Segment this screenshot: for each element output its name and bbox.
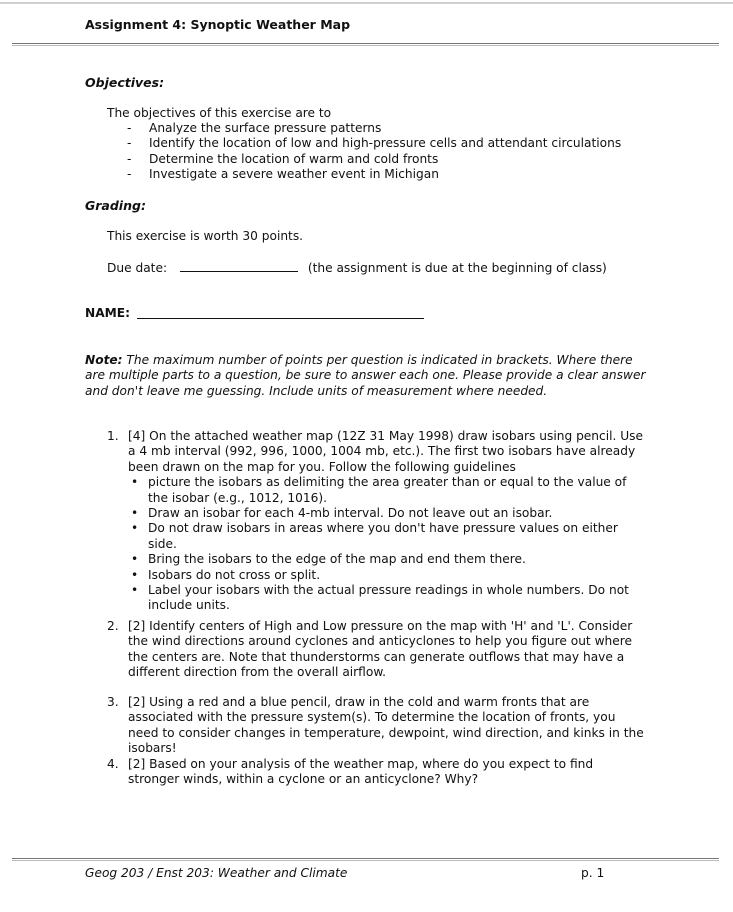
page-number: p. 1 (581, 866, 605, 880)
objectives-list (127, 121, 621, 183)
grading-worth: This exercise is worth 30 points. (107, 229, 304, 243)
due-date-label: Due date: (107, 261, 168, 275)
question-3 (107, 695, 647, 757)
objective-item: - Identify the location of low and high-pressure cells and attendant circulations (127, 136, 622, 151)
footer-rule (12, 858, 719, 861)
question-number: 2. (107, 619, 119, 633)
question-text: [2] Based on your analysis of the weather map, where do you expect to find stronger winds, within a cyclone or an anticyclone? Why? (128, 757, 594, 787)
question-text: [2] Identify centers of High and Low pressure on the map with 'H' and 'L'. Consider the wind directions around cyclones and anticyclones to help you figure out where the centers are. Note that thunderstorms can generate outflows that may have a different direction from the overall airflow. (128, 619, 633, 680)
name-blank[interactable] (137, 307, 424, 319)
grading-heading: Grading: (85, 198, 146, 213)
guideline-list (128, 475, 647, 614)
question-number: 4. (107, 757, 119, 771)
note-text: The maximum number of points per question is indicated in brackets. Where there are multiple parts to a question, be sure to answer each one. Please provide a clear answer and don't leave me guessing. Include units of measurement where needed. (85, 353, 646, 398)
guideline-item: • picture the isobars as delimiting the area greater than or equal to the value of the isobar (e.g., 1012, 1016). (131, 475, 627, 505)
question-4 (107, 757, 647, 788)
page-top-edge (0, 2, 733, 4)
due-date-blank[interactable] (180, 260, 298, 272)
objective-item: - Analyze the surface pressure patterns (127, 121, 382, 135)
guideline-item: • Draw an isobar for each 4-mb interval. Do not leave out an isobar. (131, 506, 553, 521)
due-date-note: (the assignment is due at the beginning of class) (307, 261, 607, 275)
objectives-heading: Objectives: (85, 75, 165, 90)
question-number: 1. (107, 429, 119, 443)
due-date-line (107, 260, 607, 276)
question-text: [4] On the attached weather map (12Z 31 May 1998) draw isobars using pencil. Use a 4 mb interval (992, 996, 1000, 1004 mb, etc.). The first two isobars have already been drawn on the map for you. Follow the following guidelines (128, 429, 644, 474)
guideline-item: • Isobars do not cross or split. (131, 567, 321, 582)
question-1 (107, 429, 647, 614)
question-2 (107, 619, 647, 681)
header-rule (12, 43, 719, 46)
footer-course: Geog 203 / Enst 203: Weather and Climate (85, 866, 348, 880)
assignment-title: Assignment 4: Synoptic Weather Map (85, 17, 351, 32)
objective-item: - Investigate a severe weather event in Michigan (127, 167, 439, 182)
guideline-item: • Do not draw isobars in areas where you don't have pressure values on either side. (131, 521, 618, 551)
name-label: NAME: (85, 306, 130, 320)
note-label: Note: (85, 353, 123, 367)
guideline-item: • Label your isobars with the actual pressure readings in whole numbers. Do not include units. (131, 583, 629, 613)
objective-item: - Determine the location of warm and cold fronts (127, 151, 439, 166)
guideline-item: • Bring the isobars to the edge of the map and end them there. (131, 552, 526, 567)
note-paragraph (85, 353, 655, 399)
objectives-intro: The objectives of this exercise are to (107, 106, 332, 120)
question-number: 3. (107, 695, 119, 709)
question-text: [2] Using a red and a blue pencil, draw in the cold and warm fronts that are associated with the pressure system(s). To determine the location of fronts, you need to consider changes in temperature, dewpoint, wind direction, and kinks in the isobars! (128, 695, 644, 756)
